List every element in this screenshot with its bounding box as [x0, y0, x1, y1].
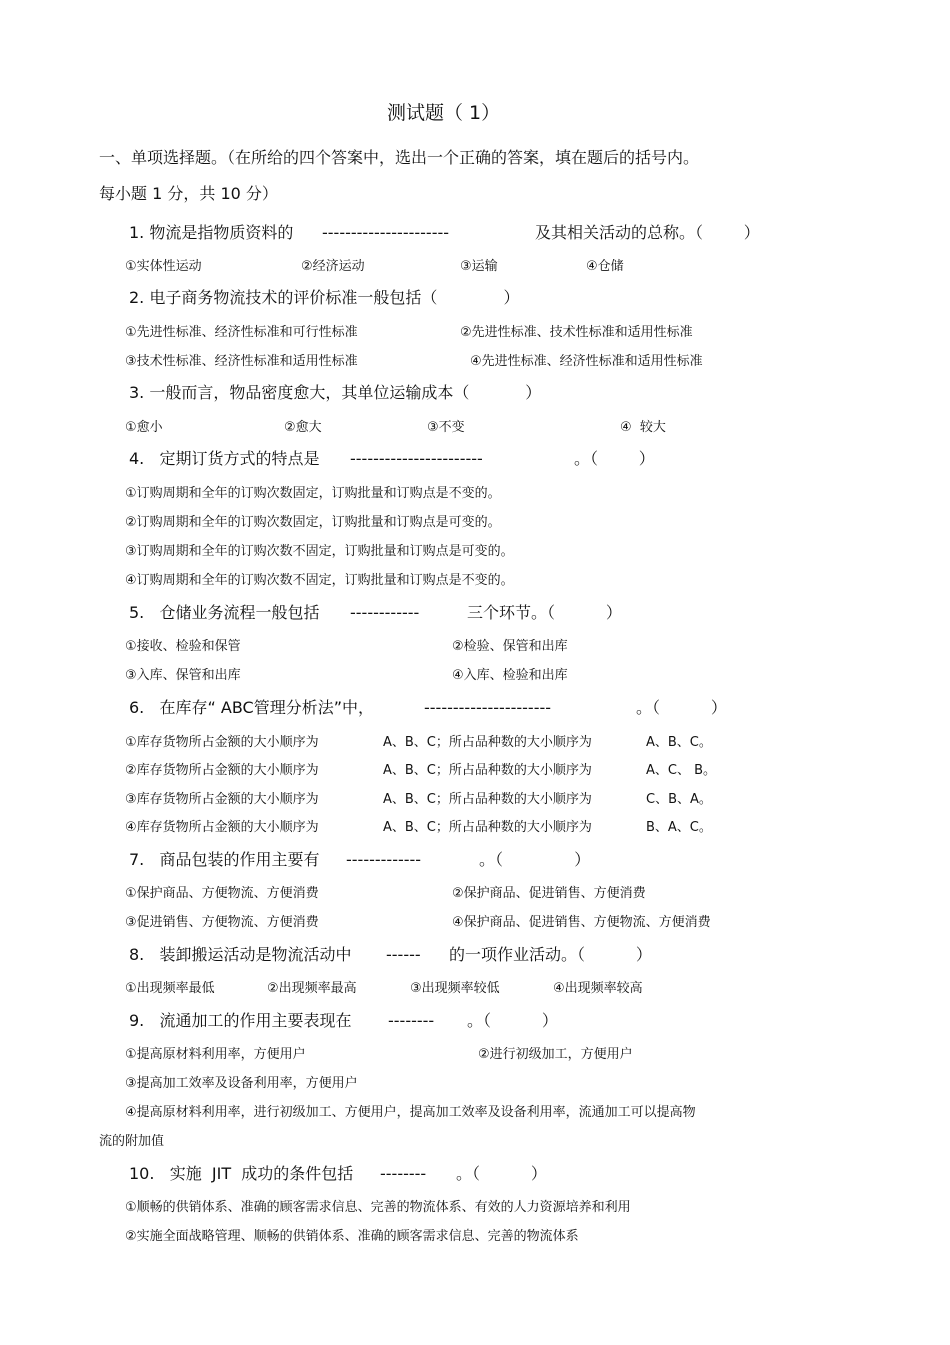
option: ④仓储 — [586, 259, 624, 274]
question-8-end: 的一项作业活动。（ ） — [449, 945, 652, 964]
option: ④订购周期和全年的订购次数不固定，订购批量和订购点是不变的。 — [125, 573, 514, 588]
option-end: B、A、C。 — [646, 820, 712, 835]
option-end: C、B、A。 — [646, 792, 712, 807]
option: ①实体性运动 — [125, 259, 202, 274]
option: ③入库、保管和出库 — [125, 668, 241, 683]
question-1: 1. 物流是指物质资料的 — [129, 223, 294, 242]
answer-blank: -------- — [388, 1011, 435, 1030]
question-7: 7. 商品包装的作用主要有 — [129, 850, 320, 869]
option: ④先进性标准、经济性标准和适用性标准 — [470, 354, 703, 369]
question-7-end: 。（ ） — [479, 850, 591, 869]
answer-blank: ---------------------- — [322, 223, 450, 242]
question-2: 2. 电子商务物流技术的评价标准一般包括（ ） — [129, 288, 520, 307]
option-prefix: ②库存货物所占金额的大小顺序为 — [125, 763, 319, 778]
option: ④入库、检验和出库 — [452, 668, 568, 683]
option: ③促进销售、方便物流、方便消费 — [125, 915, 319, 930]
question-1-end: 及其相关活动的总称。（ ） — [535, 223, 760, 242]
option: ②先进性标准、技术性标准和适用性标准 — [460, 325, 693, 340]
option: ①出现频率最低 — [125, 981, 215, 996]
option-end: A、C、 B。 — [646, 763, 717, 778]
question-5-end: 三个环节。（ ） — [467, 603, 622, 622]
option: ②愈大 — [284, 420, 322, 435]
option-prefix: ③库存货物所占金额的大小顺序为 — [125, 792, 319, 807]
answer-blank: ------------ — [350, 603, 420, 622]
answer-blank: -------- — [380, 1164, 427, 1183]
question-9: 9. 流通加工的作用主要表现在 — [129, 1011, 352, 1030]
option: ②进行初级加工，方便用户 — [478, 1047, 633, 1062]
option: ②出现频率最高 — [267, 981, 357, 996]
option: ①愈小 — [125, 420, 163, 435]
option: ③订购周期和全年的订购次数不固定，订购批量和订购点是可变的。 — [125, 544, 514, 559]
option: ①先进性标准、经济性标准和可行性标准 — [125, 325, 358, 340]
option: ④ 较大 — [620, 420, 666, 435]
option-middle: A、B、C；所占品种数的大小顺序为 — [383, 763, 592, 778]
option: ②保护商品、促进销售、方便消费 — [452, 886, 646, 901]
option: ③运输 — [460, 259, 498, 274]
question-6-end: 。（ ） — [636, 698, 727, 717]
option: ④出现频率较高 — [553, 981, 643, 996]
option-prefix: ①库存货物所占金额的大小顺序为 — [125, 735, 319, 750]
option-prefix: ④库存货物所占金额的大小顺序为 — [125, 820, 319, 835]
option-middle: A、B、C；所占品种数的大小顺序为 — [383, 735, 592, 750]
answer-blank: ------------- — [346, 850, 422, 869]
option: ③技术性标准、经济性标准和适用性标准 — [125, 354, 358, 369]
option-end: A、B、C。 — [646, 735, 712, 750]
option: ④提高原材料利用率，进行初级加工、方便用户，提高加工效率及设备利用率，流通加工可以提高物 — [125, 1105, 696, 1120]
question-5: 5. 仓储业务流程一般包括 — [129, 603, 320, 622]
question-8: 8. 装卸搬运活动是物流活动中 — [129, 945, 352, 964]
option: ①保护商品、方便物流、方便消费 — [125, 886, 319, 901]
page-title: 测试题（ 1） — [387, 102, 501, 124]
option: ③提高加工效率及设备利用率，方便用户 — [125, 1076, 358, 1091]
option: ②订购周期和全年的订购次数固定，订购批量和订购点是可变的。 — [125, 515, 501, 530]
option-middle: A、B、C；所占品种数的大小顺序为 — [383, 820, 592, 835]
question-4: 4. 定期订货方式的特点是 — [129, 449, 320, 468]
question-10: 10. 实施 JIT 成功的条件包括 — [129, 1164, 354, 1183]
option: ①提高原材料利用率，方便用户 — [125, 1047, 306, 1062]
question-6: 6. 在库存“ ABC管理分析法”中， — [129, 698, 375, 717]
option: ④保护商品、促进销售、方便物流、方便消费 — [452, 915, 711, 930]
option: ②实施全面战略管理、顺畅的供销体系、准确的顾客需求信息、完善的物流体系 — [125, 1229, 579, 1244]
question-4-end: 。（ ） — [574, 449, 655, 468]
answer-blank: ---------------------- — [424, 698, 552, 717]
option: ①顺畅的供销体系、准确的顾客需求信息、完善的物流体系、有效的人力资源培养和利用 — [125, 1200, 631, 1215]
option: ②经济运动 — [301, 259, 365, 274]
option: ③出现频率较低 — [410, 981, 500, 996]
answer-blank: ------ — [386, 945, 421, 964]
question-3: 3. 一般而言，物品密度愈大，其单位运输成本（ ） — [129, 383, 542, 402]
section-heading-cont: 每小题 1 分，共 10 分） — [99, 184, 278, 203]
question-10-end: 。（ ） — [456, 1164, 547, 1183]
option: ②检验、保管和出库 — [452, 639, 568, 654]
option: ①接收、检验和保管 — [125, 639, 241, 654]
option: ③不变 — [427, 420, 465, 435]
question-9-end: 。（ ） — [467, 1011, 558, 1030]
answer-blank: ----------------------- — [350, 449, 483, 468]
option-middle: A、B、C；所占品种数的大小顺序为 — [383, 792, 592, 807]
option: ①订购周期和全年的订购次数固定，订购批量和订购点是不变的。 — [125, 486, 501, 501]
option-continued: 流的附加值 — [99, 1134, 165, 1149]
section-heading: 一、单项选择题。（在所给的四个答案中，选出一个正确的答案，填在题后的括号内。 — [99, 148, 700, 167]
